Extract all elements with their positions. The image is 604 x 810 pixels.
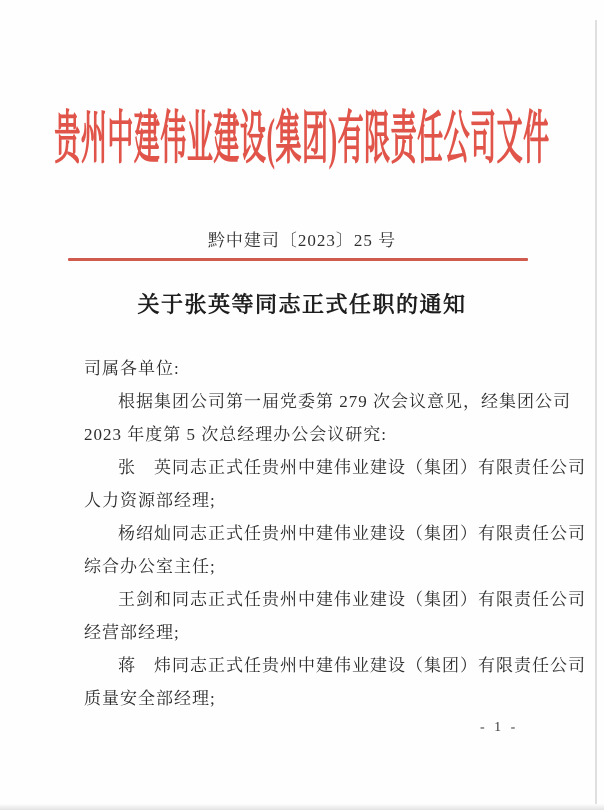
page-number: - 1 - xyxy=(480,720,519,735)
body-line: 杨绍灿同志正式任贵州中建伟业建设（集团）有限责任公司 xyxy=(118,524,586,543)
body-line: 王剑和同志正式任贵州中建伟业建设（集团）有限责任公司 xyxy=(118,590,586,609)
body-line: 质量安全部经理; xyxy=(84,689,216,708)
doc-number: 黔中建司〔2023〕25 号 xyxy=(207,231,397,250)
org-header-text: 贵州中建伟业建设(集团)有限责任公司文件 xyxy=(54,106,550,171)
body-line: 经营部经理; xyxy=(84,623,180,642)
org-header-banner xyxy=(0,96,604,172)
body-line: 综合办公室主任; xyxy=(84,557,216,576)
body-line: 蒋 炜同志正式任贵州中建伟业建设（集团）有限责任公司 xyxy=(118,656,586,675)
scan-edge-right xyxy=(595,20,597,806)
document-title: 关于张英等同志正式任职的通知 xyxy=(137,292,467,317)
body-line-salutation: 司属各单位: xyxy=(84,359,180,378)
document-body xyxy=(84,352,586,715)
scan-edge-bottom xyxy=(0,804,604,810)
red-divider-line xyxy=(68,258,528,261)
body-line: 2023 年度第 5 次总经理办公会议研究: xyxy=(84,425,387,444)
body-line: 人力资源部经理; xyxy=(84,491,216,510)
body-line: 张 英同志正式任贵州中建伟业建设（集团）有限责任公司 xyxy=(118,458,586,477)
body-line: 根据集团公司第一届党委第 279 次会议意见，经集团公司 xyxy=(118,392,571,411)
